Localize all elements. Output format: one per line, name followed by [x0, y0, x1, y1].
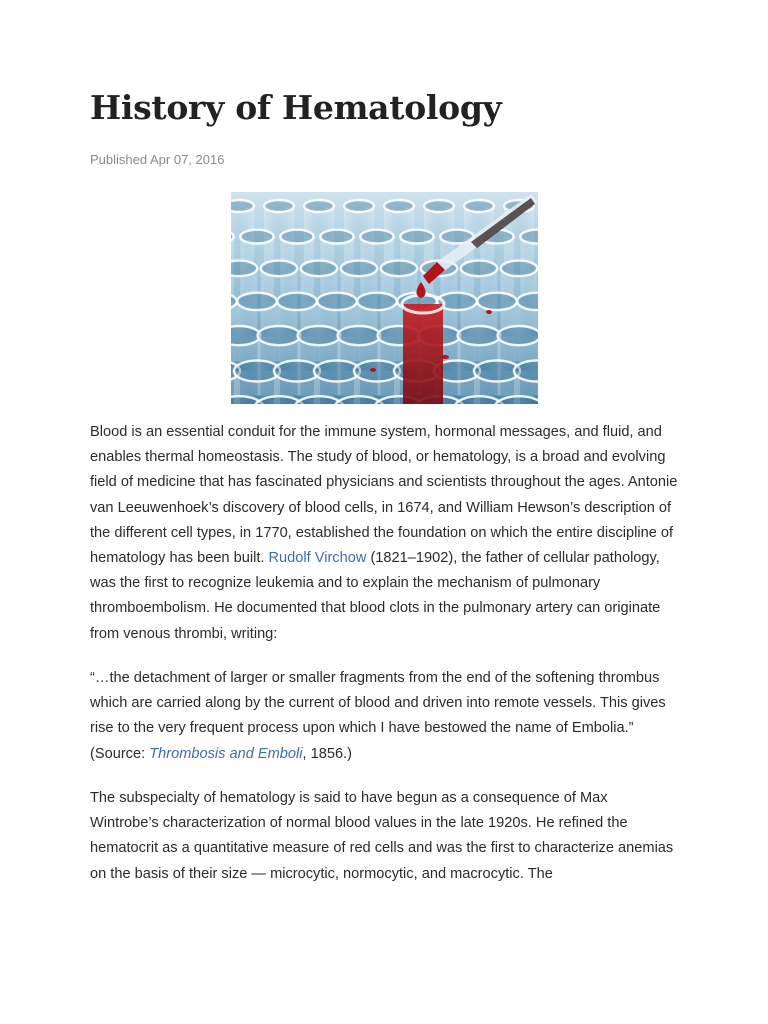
quote-text: “…the detachment of larger or smaller fragments from the end of the softening thrombus which are carried along by the current of blood and driven into remote vessels. This gives rise to the very frequent process upon which I have bestowed the name of Embolia.” (Source:: [90, 670, 666, 762]
publish-date: Published Apr 07, 2016: [90, 152, 225, 167]
article-title: History of Hematology: [90, 88, 502, 127]
intro-text-continued: (1821–1902), the father of cellular pathology, was the first to recognize leukemia and to explain the mechanism of pulmonary thromboembolism. He documented that blood clots in the pulmonary artery can originate from venous thrombi, writing:: [90, 550, 661, 642]
wintrobe-paragraph: The subspecialty of hematology is said to have begun as a consequence of Max Wintrobe’s characterization of normal blood values in the late 1920s. He refined the hematocrit as a quantitative measure of red cells and was the first to characterize anemias on the basis of their size — microcytic, normocytic, and macrocytic. The: [90, 790, 674, 882]
test-tubes-image: [231, 192, 538, 404]
quote-source-title: Thrombosis and Emboli: [149, 745, 303, 762]
intro-text: Blood is an essential conduit for the immune system, hormonal messages, and fluid, and enables thermal homeostasis. The study of blood, or hematology, is a broad and evolving field of medicine that has fascinated physicians and scientists throughout the ages. Antonie van Leeuwenhoek’s discovery of blood cells, in 1674, and William Hewson’s description of the different cell types, in 1770, established the foundation on which the entire discipline of hematology has been built.: [90, 424, 678, 567]
rudolf-virchow-link[interactable]: Rudolf Virchow: [268, 550, 367, 567]
quote-source-year: , 1856.): [302, 745, 353, 762]
intro-paragraph: [90, 420, 680, 647]
virchow-quote: [90, 666, 680, 767]
